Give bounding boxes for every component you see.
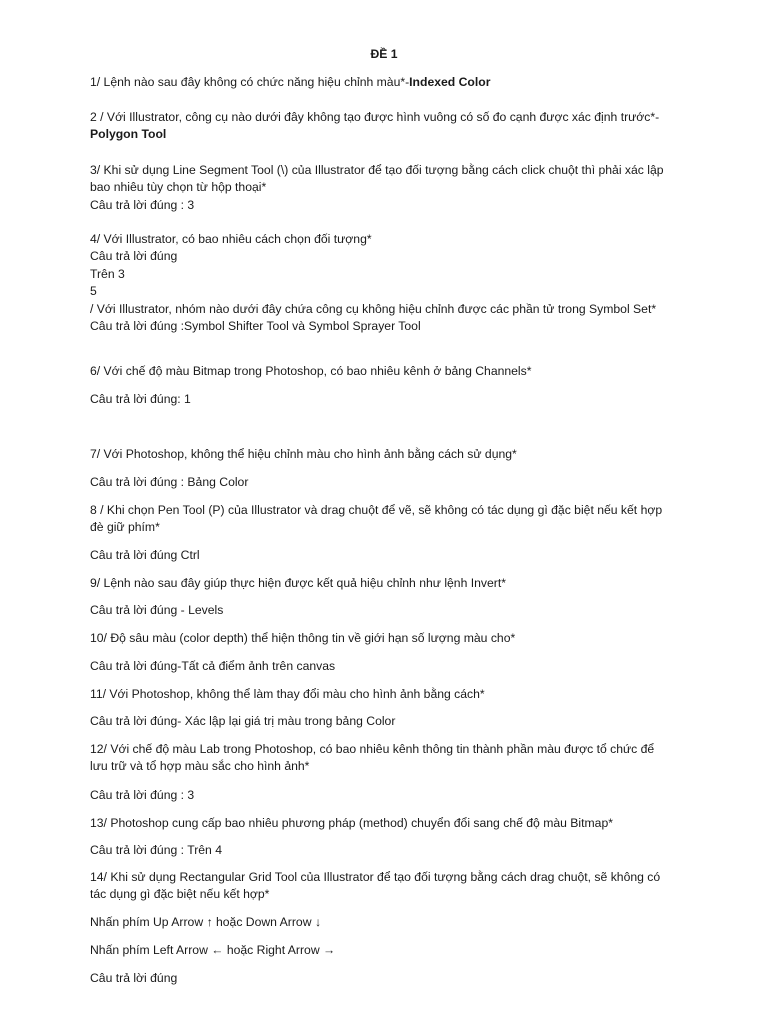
answer-8: Câu trả lời đúng Ctrl: [90, 548, 200, 562]
question-3: 3/ Khi sử dụng Line Segment Tool (\) của Illustrator để tạo đối tượng bằng cách click chuột thì phải xác lập: [90, 163, 664, 177]
answer-11: Câu trả lời đúng- Xác lập lại giá trị màu trong bảng Color: [90, 714, 396, 728]
answer-2: [90, 126, 166, 143]
question-7: 7/ Với Photoshop, không thể hiệu chỉnh màu cho hình ảnh bằng cách sử dụng*: [90, 447, 517, 461]
question-2: 2 / Với Illustrator, công cụ nào dưới đây không tạo được hình vuông có số đo cạnh được xác định trước*-: [90, 110, 660, 124]
question-10: 10/ Độ sâu màu (color depth) thể hiện thông tin về giới hạn số lượng màu cho*: [90, 631, 516, 645]
question-1: 1/ Lệnh nào sau đây không có chức năng hiệu chỉnh màu*-Indexed Color: [90, 75, 491, 89]
answer-3: Câu trả lời đúng : 3: [90, 198, 195, 212]
answer-bold: Polygon Tool: [90, 127, 167, 141]
question-4: 4/ Với Illustrator, có bao nhiêu cách chọn đối tượng*: [90, 232, 372, 246]
answer-7: Câu trả lời đúng : Bảng Color: [90, 475, 249, 489]
answer-5: Câu trả lời đúng :Symbol Shifter Tool và Symbol Sprayer Tool: [90, 319, 421, 333]
question-9: 9/ Lệnh nào sau đây giúp thực hiện được kết quả hiệu chỉnh như lệnh Invert*: [90, 576, 506, 590]
question-14: 14/ Khi sử dụng Rectangular Grid Tool của Illustrator để tạo đối tượng bằng cách drag chuột, sẽ không có: [90, 870, 661, 884]
answer-10: Câu trả lời đúng-Tất cả điểm ảnh trên canvas: [90, 659, 336, 673]
answer-12: Câu trả lời đúng : 3: [90, 788, 195, 802]
question-12: 12/ Với chế độ màu Lab trong Photoshop, có bao nhiêu kênh thông tin thành phần màu được tổ chức để: [90, 742, 655, 756]
answer-6: Câu trả lời đúng: 1: [90, 392, 191, 406]
question-14-cont: tác dụng gì đặc biệt nếu kết hợp*: [90, 887, 270, 901]
answer-13: Câu trả lời đúng : Trên 4: [90, 843, 222, 857]
question-3-cont: bao nhiêu tùy chọn từ hộp thoại*: [90, 180, 267, 194]
option-14-b: Nhấn phím Left Arrow ← hoặc Right Arrow →: [90, 943, 336, 957]
answer-4: Trên 3: [90, 267, 125, 281]
answer-bold: Indexed Color: [409, 75, 491, 89]
question-5-number: 5: [90, 284, 97, 298]
question-8-cont: đè giữ phím*: [90, 520, 160, 534]
option-14-a: Nhấn phím Up Arrow ↑ hoặc Down Arrow ↓: [90, 915, 321, 929]
answer-4-label: Câu trả lời đúng: [90, 249, 178, 263]
question-12-cont: lưu trữ và tổ hợp màu sắc cho hình ảnh*: [90, 759, 310, 773]
question-11: 11/ Với Photoshop, không thể làm thay đổi màu cho hình ảnh bằng cách*: [90, 687, 485, 701]
question-5: / Với Illustrator, nhóm nào dưới đây chứa công cụ không hiệu chỉnh được các phần tử trong Symbol Set*: [90, 302, 657, 316]
question-6: 6/ Với chế độ màu Bitmap trong Photoshop, có bao nhiêu kênh ở bảng Channels*: [90, 364, 532, 378]
question-8: 8 / Khi chọn Pen Tool (P) của Illustrator và drag chuột để vẽ, sẽ không có tác dụng gì đặc biệt nếu kết hợp: [90, 503, 663, 517]
answer-14-label: Câu trả lời đúng: [90, 971, 178, 985]
document-title: ĐỀ 1: [370, 47, 398, 61]
question-13: 13/ Photoshop cung cấp bao nhiêu phương pháp (method) chuyển đổi sang chế độ màu Bitmap*: [90, 816, 613, 830]
answer-9: Câu trả lời đúng - Levels: [90, 603, 224, 617]
